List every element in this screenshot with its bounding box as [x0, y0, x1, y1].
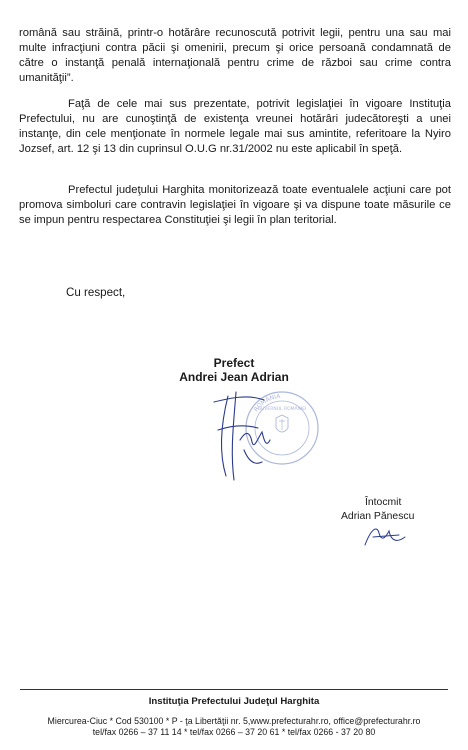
body-paragraph-1: [19, 26, 451, 86]
closing-greeting: Cu respect,: [66, 286, 126, 299]
body-paragraph-3: [19, 183, 451, 228]
drafted-by-name: Adrian Pănescu: [341, 511, 415, 522]
signatory-name: Andrei Jean Adrian: [179, 370, 289, 384]
footer-divider: [20, 689, 448, 690]
paragraph-1-text: română sau străină, printr-o hotărâre recunoscută potrivit legii, pentru una sau mai multe infracţiuni contra păcii şi omenirii, precum şi orice persoană condamnată de către o instanţă penală internaţională pentru crime de război sau crime contra umanităţii”.: [19, 27, 451, 84]
footer-institution: Instituţia Prefectului Judeţul Harghita: [148, 696, 320, 707]
body-paragraph-2: [19, 97, 451, 157]
footer-address: Miercurea-Ciuc * Cod 530100 * P - ţa Libertăţii nr. 5,www.prefecturahr.ro, office@prefecturahr.ro: [47, 716, 421, 726]
signatory-title: Prefect: [213, 356, 255, 370]
signature-and-stamp: [200, 380, 330, 490]
drafter-signature: [355, 519, 415, 549]
paragraph-3-text: Prefectul judeţului Harghita monitorizează toate eventualele acţiuni care pot promova simboluri care contravin legislaţiei în vigoare şi va dispune toate măsurile ce se impun pentru respectarea Constituţiei şi legii în plan teritorial.: [19, 184, 451, 226]
footer-phones: tel/fax 0266 – 37 11 14 * tel/fax 0266 – 37 20 61 * tel/fax 0266 - 37 20 80: [92, 727, 376, 737]
drafted-by-label: Întocmit: [365, 497, 402, 508]
stamp-text-top: ROMÂNIA: [252, 393, 281, 414]
stamp-text-inner: GUVERNUL ROMÂNIEI: [257, 407, 307, 412]
paragraph-2-text: Faţă de cele mai sus prezentate, potrivit legislaţiei în vigoare Instituţia Prefectului, nu are cunoştinţă de existenţa vreunei hotărâri judecătoreşti a unei instanţe, din cele menţionate în normele legale mai sus amintite, referitoare la Nyiro Jozsef, art. 12 şi 13 din cuprinsul O.U.G nr.31/2002 nu este aplicabil în speţă.: [19, 98, 451, 155]
